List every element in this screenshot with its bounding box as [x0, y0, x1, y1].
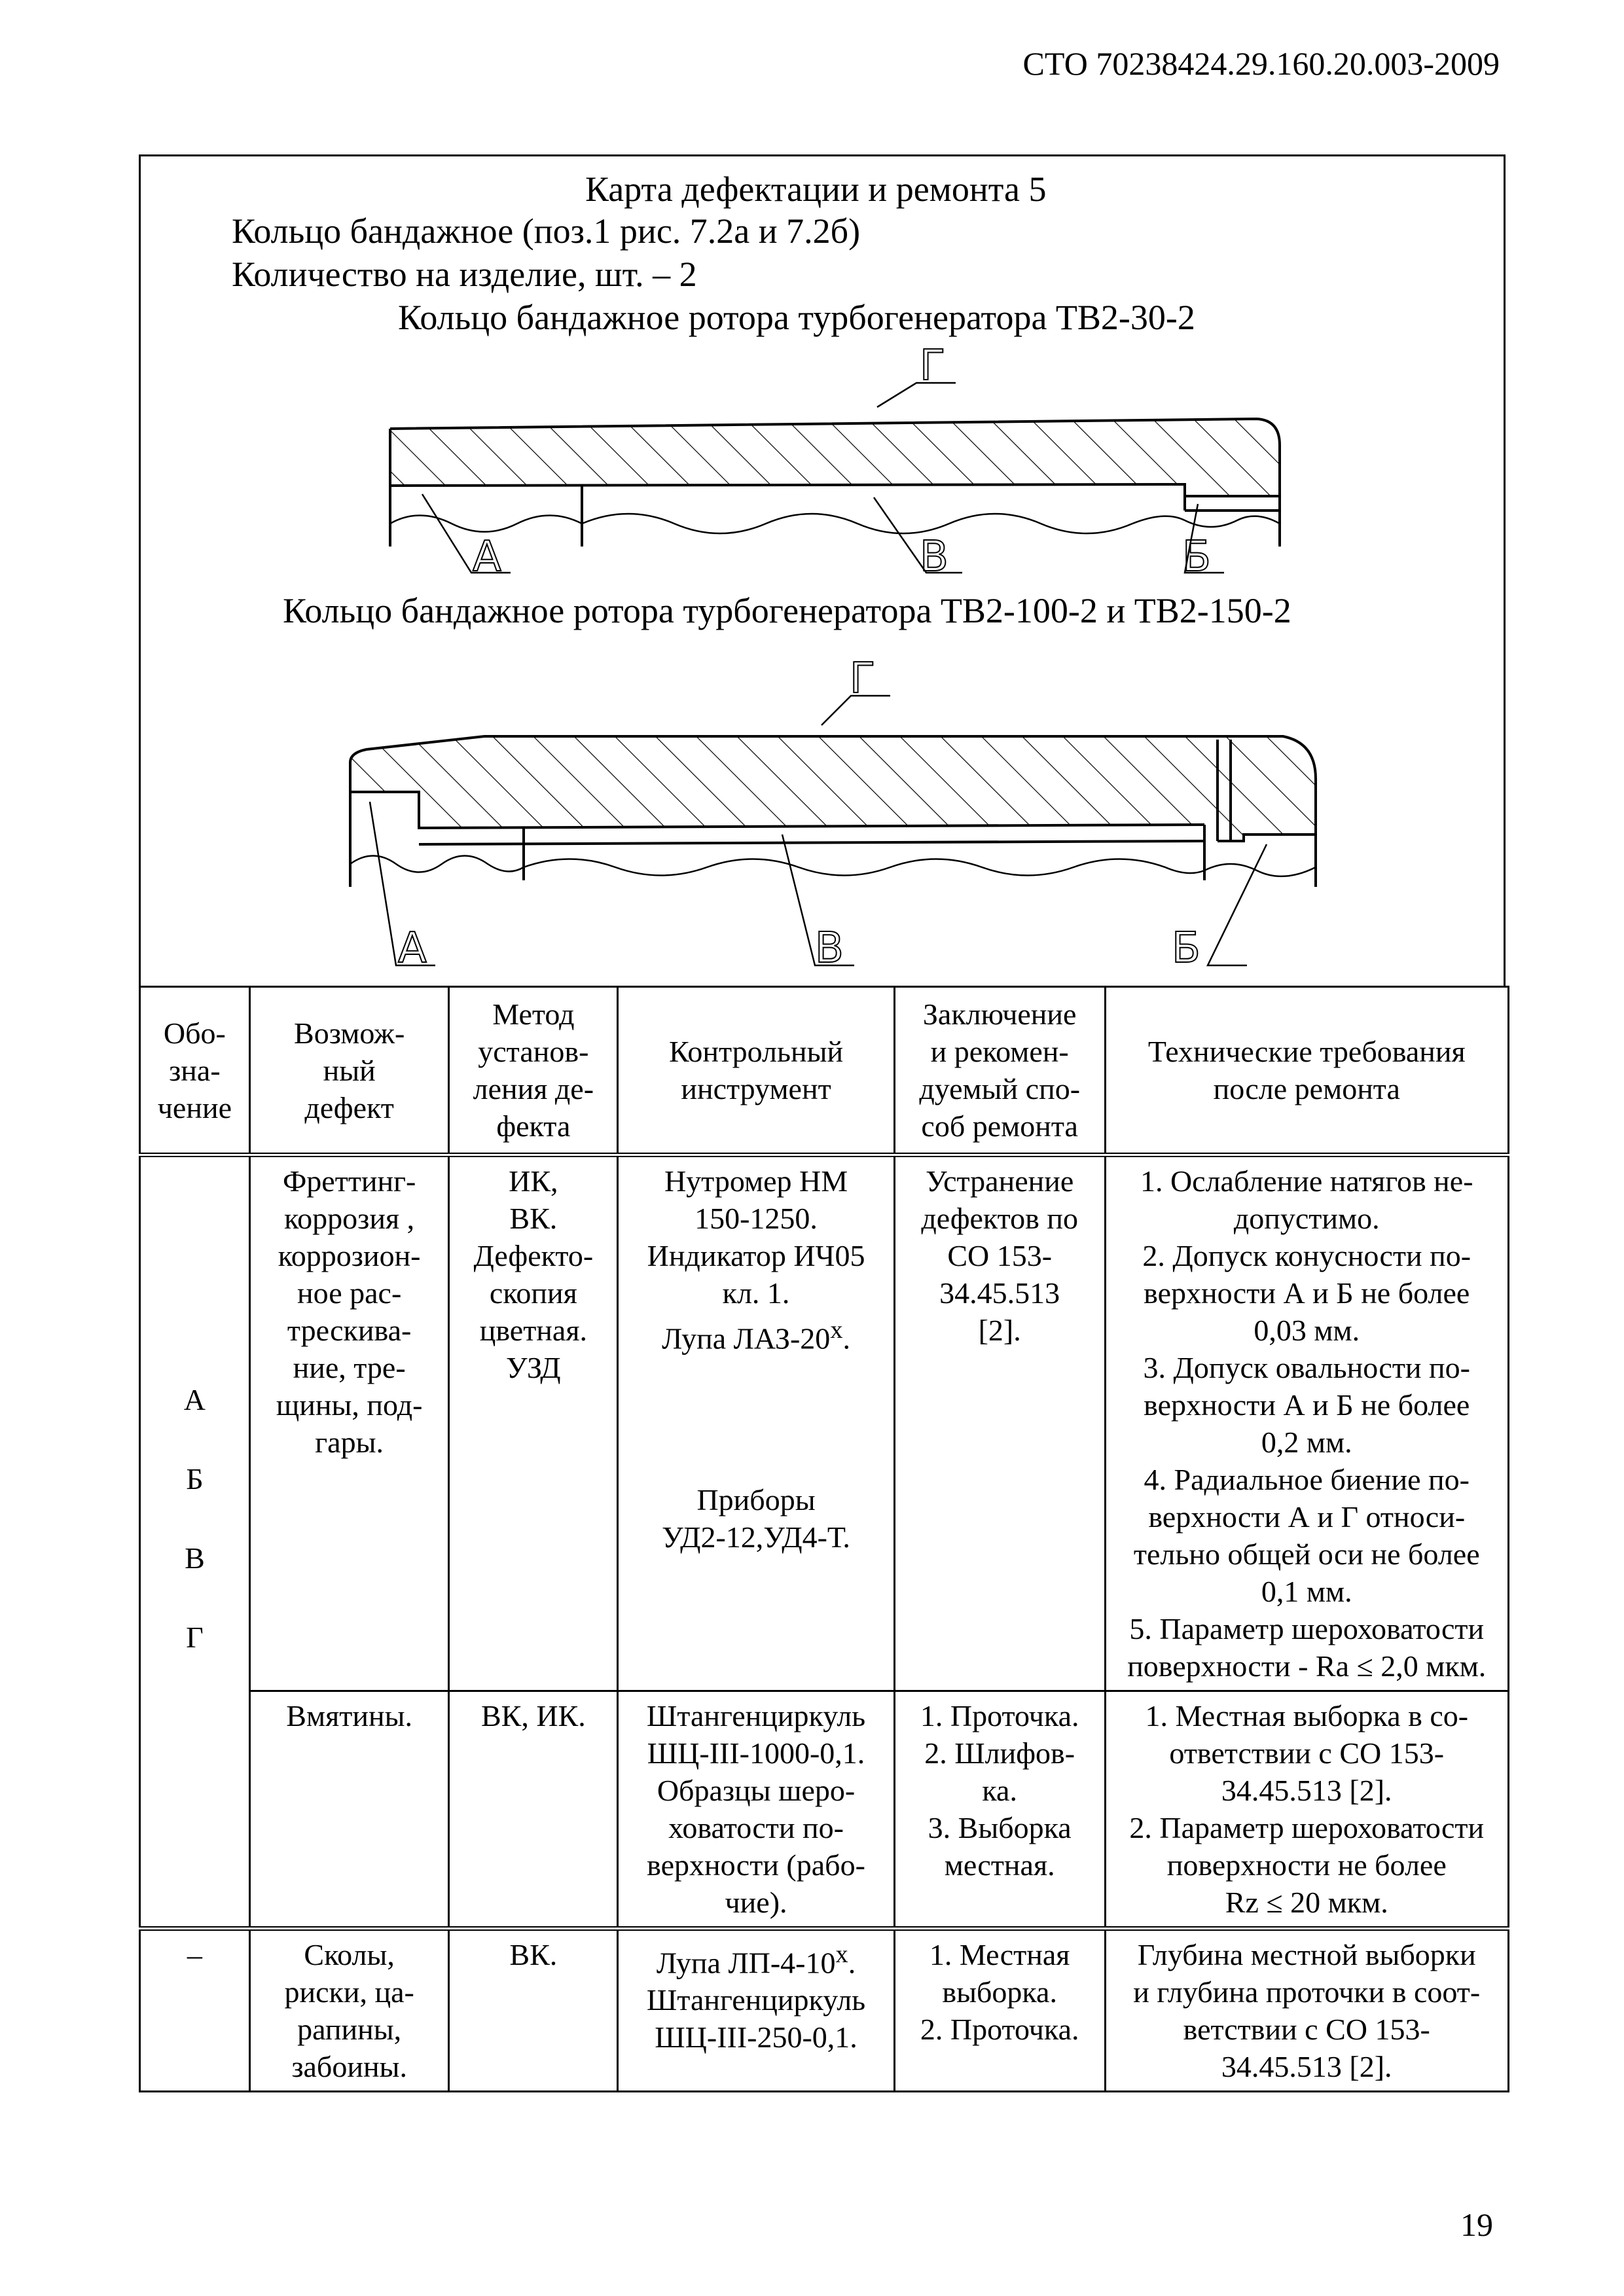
table-row [140, 1929, 1509, 2092]
label-a-fig1: А [473, 533, 501, 581]
designation-cell: – [140, 1929, 250, 2092]
page-number: 19 [1460, 2206, 1493, 2243]
technical-drawing [0, 0, 1624, 988]
label-g-fig1: Г [920, 342, 946, 390]
requirements-cell: 1. Местная выборка в со- ответствии с СО 153- 34.45.513 [2]. 2. Параметр шероховатости поверхности не более Rz ≤ 20 мкм. [1105, 1691, 1509, 1929]
method-cell: ВК. [449, 1929, 618, 2092]
defect-cell: Фреттинг- коррозия , коррозион- ное рас- трескива- ние, тре- щины, под- гары. [249, 1155, 449, 1691]
label-v-fig2: В [815, 924, 844, 973]
designation-cell: А Б В Г [140, 1155, 250, 1929]
header-method: Метод установ- ления де- фекта [449, 987, 618, 1155]
header-repair: Заключение и рекомен- дуемый спо- соб ремонта [894, 987, 1105, 1155]
label-v-fig1: В [920, 533, 948, 581]
requirements-cell: Глубина местной выборки и глубина проточки в соот- ветствии с СО 153- 34.45.513 [2]. [1105, 1929, 1509, 2092]
repair-cell: 1. Проточка. 2. Шлифов- ка. 3. Выборка местная. [894, 1691, 1105, 1929]
label-a-fig2: А [398, 924, 427, 973]
repair-cell: 1. Местная выборка. 2. Проточка. [894, 1929, 1105, 2092]
header-requirements: Технические требования после ремонта [1105, 987, 1509, 1155]
method-cell: ИК, ВК. Дефекто- скопия цветная. УЗД [449, 1155, 618, 1691]
header-tools: Контрольный инструмент [618, 987, 895, 1155]
tools-cell: Лупа $ЛП-4-10^х$. Штангенциркуль ШЦ-III-250-0,1. [618, 1929, 895, 2092]
ring-section-tv2-100-150 [350, 736, 1316, 887]
defect-cell: Вмятины. [249, 1691, 449, 1929]
card-title: Карта дефектации и ремонта 5 [585, 170, 1047, 209]
document-code: СТО 70238424.29.160.20.003-2009 [1022, 45, 1500, 82]
header-designation: Обо- зна- чение [140, 987, 250, 1155]
requirements-cell: 1. Ослабление натягов не- допустимо. 2. Допуск конусности по- верхности А и Б не более 0,03 мм. 3. Допуск овальности по- верхности А и Б не более 0,2 мм. 4. Радиальное биение по- верхности А и Г относи- тельно общей оси не более 0,1 мм. 5. Параметр шероховатости поверхности - Ra ≤ 2,0 мкм. [1105, 1155, 1509, 1691]
quantity-line: Количество на изделие, шт. – 2 [232, 255, 697, 294]
table-row [140, 1155, 1509, 1691]
tools-cell: Нутромер НМ 150-1250. Индикатор ИЧ05 кл. 1. Лупа ЛАЗ-$20^х$. Приборы УД2-12,УД4-Т. [618, 1155, 895, 1691]
tools-cell: Штангенциркуль ШЦ-III-1000-0,1. Образцы шеро- ховатости по- верхности (рабо- чие). [618, 1691, 895, 1929]
ring-section-tv2-30-2 [390, 419, 1280, 547]
figure2-caption: Кольцо бандажное ротора турбогенератора ТВ2-100-2 и ТВ2-150-2 [283, 591, 1291, 630]
part-name: Кольцо бандажное (поз.1 рис. 7.2а и 7.2б) [232, 211, 861, 251]
figure1-caption: Кольцо бандажное ротора турбогенератора ТВ2-30-2 [398, 298, 1195, 337]
label-b-fig1: Б [1182, 533, 1211, 581]
defect-table [139, 986, 1509, 2092]
table-row [140, 1691, 1509, 1929]
method-cell: ВК, ИК. [449, 1691, 618, 1929]
defect-cell: Сколы, риски, ца- рапины, забоины. [249, 1929, 449, 2092]
header-defect: Возмож- ный дефект [249, 987, 449, 1155]
header-row [140, 987, 1509, 1155]
repair-cell: Устранение дефектов по СО 153- 34.45.513 [2]. [894, 1155, 1105, 1691]
label-b-fig2: Б [1172, 924, 1200, 973]
label-g-fig2: Г [850, 655, 876, 703]
